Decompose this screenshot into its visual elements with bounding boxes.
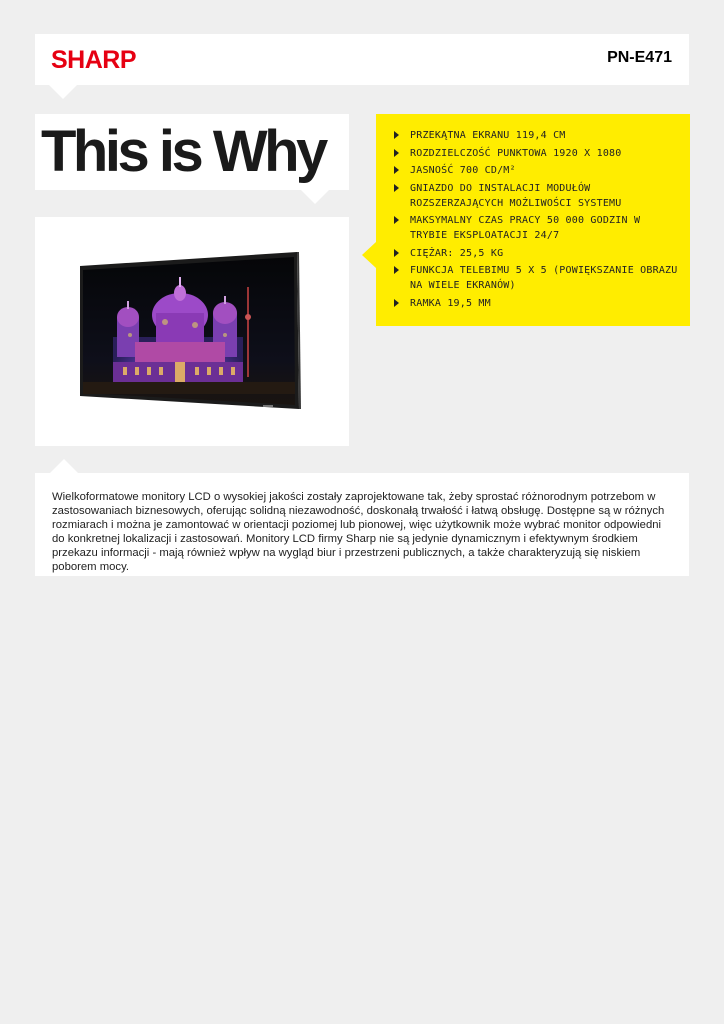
spec-item — [394, 263, 680, 293]
header-pointer — [49, 85, 77, 99]
page-headline: This is Why — [41, 119, 325, 184]
specs-list — [376, 114, 690, 311]
spec-item — [394, 296, 680, 311]
bullet-icon — [394, 299, 399, 307]
headline-pointer — [301, 190, 329, 204]
spec-text: MAKSYMALNY CZAS PRACY 50 000 GODZIN W TRYBIE EKSPLOATACJI 24/7 — [410, 215, 641, 241]
description-pointer — [50, 459, 78, 473]
bullet-icon — [394, 149, 399, 157]
spec-item — [394, 246, 680, 261]
product-image-panel — [35, 217, 349, 446]
spec-item — [394, 181, 680, 211]
spec-item — [394, 163, 680, 178]
description-panel — [35, 473, 689, 576]
spec-item — [394, 146, 680, 161]
specs-pointer — [362, 242, 376, 268]
spec-text: ROZDZIELCZOŚĆ PUNKTOWA 1920 X 1080 — [410, 147, 622, 159]
product-image — [35, 217, 349, 446]
bullet-icon — [394, 249, 399, 257]
headline-panel — [35, 114, 349, 190]
logo-text: SHARP — [51, 46, 137, 73]
spec-item — [394, 128, 680, 143]
description-text: Wielkoformatowe monitory LCD o wysokiej jakości zostały zaprojektowane tak, żeby sprostać różnorodnym potrzebom w zastosowaniach biznesowych, oferując solidną niezawodność, doskonałą trwałość i łatwą obsługę. Dostępne są w różnych rozmiarach i można je zamontować w orientacji poziomej lub pionowej, więc użytkownik może wybrać monitor odpowiedni do konkretnej lokalizacji i zastosowań. Monitory LCD firmy Sharp nie są jedynie dynamicznym i efektywnym środkiem przekazu informacji - mają również wpływ na wygląd biur i przestrzeni publicznych, a także charakteryzują się niskiem poborem mocy. — [52, 491, 665, 573]
bullet-icon — [394, 184, 399, 192]
bullet-icon — [394, 131, 399, 139]
spec-text: PRZEKĄTNA EKRANU 119,4 CM — [410, 130, 566, 141]
spec-item — [394, 213, 680, 243]
spec-text: CIĘŻAR: 25,5 KG — [410, 247, 504, 259]
bullet-icon — [394, 166, 399, 174]
specs-panel — [376, 114, 690, 326]
spec-text: JASNOŚĆ 700 CD/M² — [410, 165, 516, 176]
spec-text: FUNKCJA TELEBIMU 5 X 5 (POWIĘKSZANIE OBRAZU NA WIELE EKRANÓW) — [410, 265, 678, 291]
bullet-icon — [394, 216, 399, 224]
sharp-logo — [51, 45, 181, 73]
spec-text: GNIAZDO DO INSTALACJI MODUŁÓW ROZSZERZAJĄCYCH MOŻLIWOŚCI SYSTEMU — [410, 182, 622, 209]
bullet-icon — [394, 266, 399, 274]
model-number: PN-E471 — [607, 49, 672, 66]
header-bar — [35, 34, 689, 85]
spec-text: RAMKA 19,5 MM — [410, 297, 491, 309]
